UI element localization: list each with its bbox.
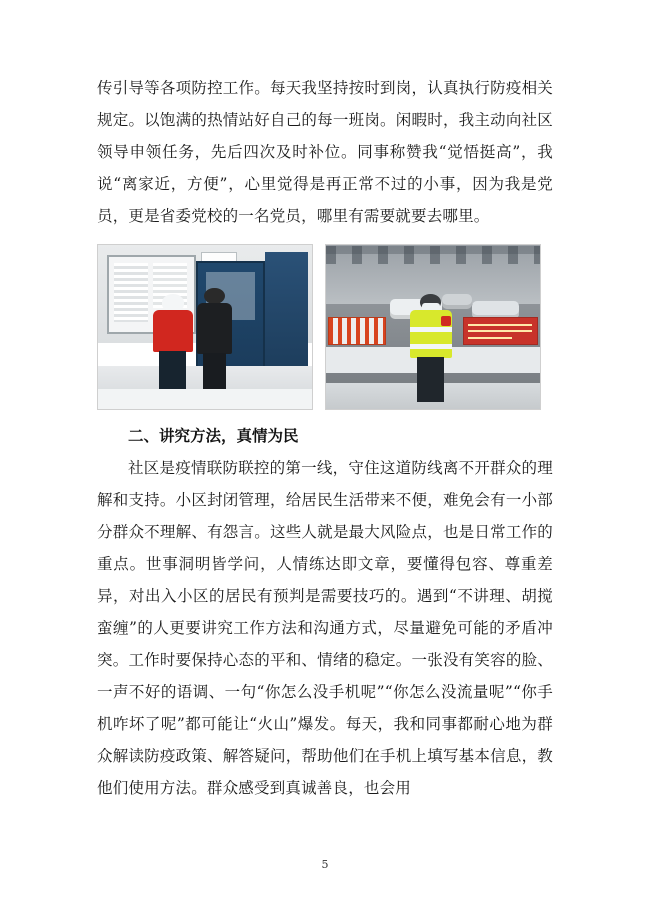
photo2-car bbox=[472, 301, 519, 319]
photo2-vest-stripe bbox=[410, 327, 451, 332]
figure-row bbox=[97, 244, 553, 410]
photo2-banner-line bbox=[468, 324, 532, 326]
photo1-volunteer-legs bbox=[159, 351, 186, 389]
photo2-banner-line bbox=[468, 330, 532, 332]
photo1-resident-body bbox=[197, 303, 232, 354]
photo2-red-banner bbox=[463, 317, 538, 345]
photo1-volunteer-vest bbox=[153, 310, 192, 352]
photo1-pillar bbox=[265, 252, 308, 370]
photo2-volunteer-legs bbox=[417, 357, 444, 402]
photo1-volunteer-red-vest bbox=[152, 294, 195, 389]
photo1-volunteer-head bbox=[162, 294, 184, 311]
page-content bbox=[97, 72, 553, 804]
photo2-windows bbox=[326, 246, 540, 264]
photo2-banner-line bbox=[468, 337, 512, 339]
photo1-resident-legs bbox=[203, 353, 226, 390]
photo2-vest-stripe bbox=[410, 344, 451, 349]
page-number: 5 bbox=[321, 858, 329, 871]
photo1-resident-head bbox=[204, 288, 224, 304]
photo2-volunteer-yellow-vest bbox=[407, 294, 454, 402]
photo-street-checkpoint bbox=[325, 244, 541, 410]
photo1-snow bbox=[98, 389, 312, 409]
section-heading: 二、讲究方法，真情为民 bbox=[128, 427, 299, 445]
paragraph-body: 社区是疫情联防联控的第一线，守住这道防线离不开群众的理解和支持。小区封闭管理，给居民生活带来不便，难免会有一小部分群众不理解、有怨言。这些人就是最大风险点，也是日常工作的重点。世事洞明皆学问，人情练达即文章，要懂得包容、尊重差异，对出入小区的居民有预判是需要技巧的。遇到“不讲理、胡搅蛮缠”的人更要讲究工作方法和沟通方式，尽量避免可能的矛盾冲突。工作时要保持心态的平和、情绪的稳定。一张没有笑容的脸、一声不好的语调、一句“你怎么没手机呢”“你怎么没流量呢”“你手机咋坏了呢”都可能让“火山”爆发。每天，我和同事都耐心地为群众解读防疫政策、解答疑问，帮助他们在手机上填写基本信息，教他们使用方法。群众感受到真诚善良，也会用 bbox=[97, 459, 553, 797]
paragraph-continuation: 传引导等各项防控工作。每天我坚持按时到岗，认真执行防疫相关规定。以饱满的热情站好自己的每一班岗。闲暇时，我主动向社区领导申领任务，先后四次及时补位。同事称赞我“觉悟挺高”，我说“离家近，方便”，心里觉得是再正常不过的小事，因为我是党员，更是省委党校的一名党员，哪里有需要就要去哪里。 bbox=[97, 79, 553, 225]
photo2-volunteer-armband bbox=[441, 316, 450, 326]
photo1-resident bbox=[196, 288, 232, 390]
photo2-barrier-fence bbox=[328, 317, 386, 345]
photo-community-gate bbox=[97, 244, 313, 410]
